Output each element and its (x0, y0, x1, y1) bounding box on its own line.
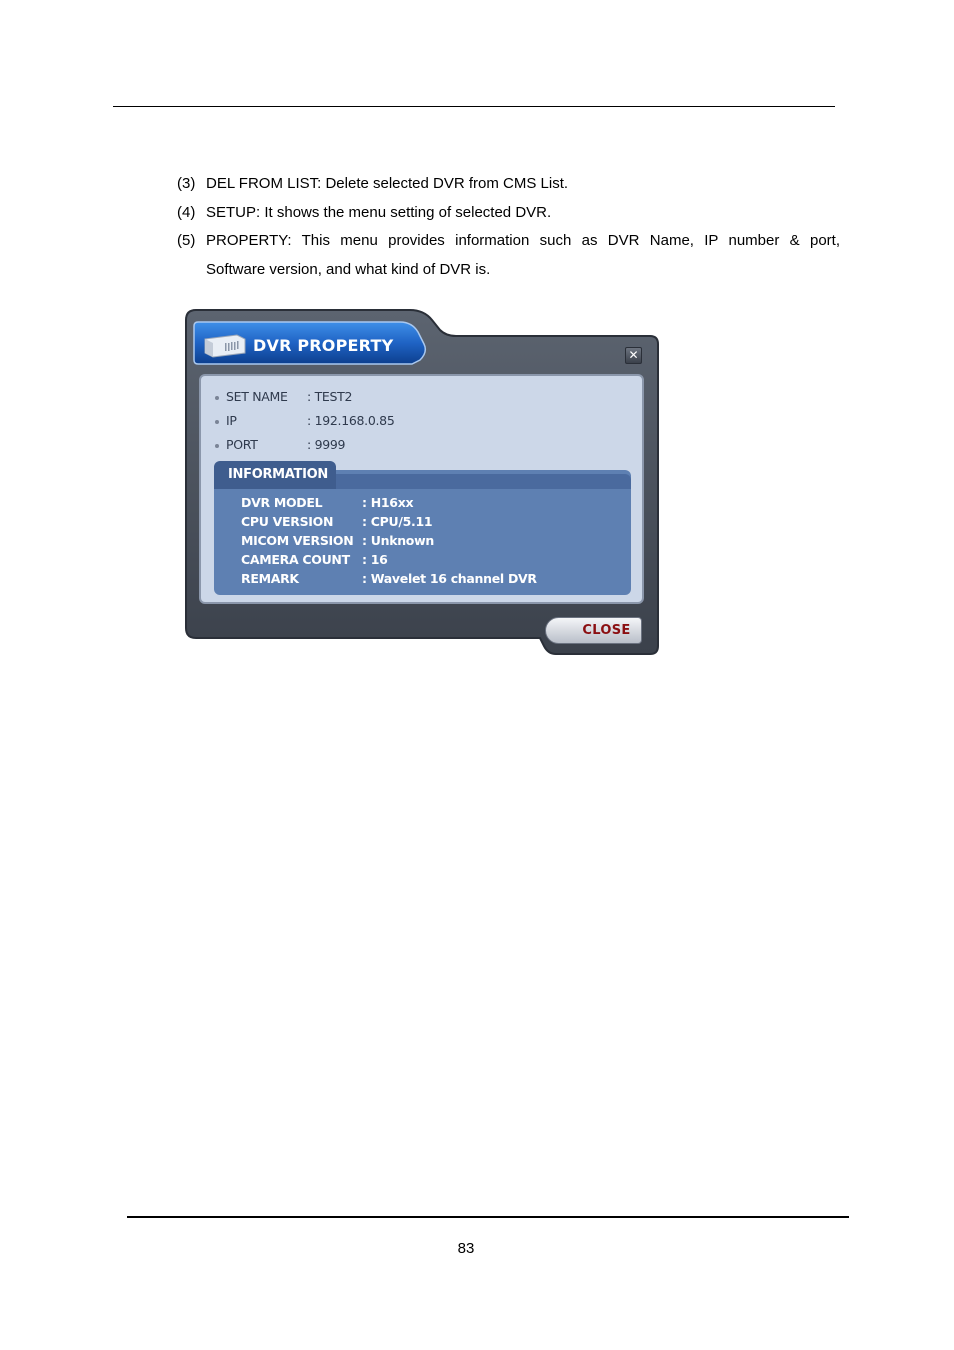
close-button[interactable]: CLOSE (545, 617, 642, 644)
property-value: : 192.168.0.85 (307, 413, 395, 428)
item-list (177, 170, 840, 284)
info-label: REMARK (241, 571, 299, 586)
info-label: DVR MODEL (241, 495, 323, 510)
info-row (241, 533, 434, 548)
info-value: : CPU/5.11 (362, 514, 433, 529)
item-number: (5) (177, 232, 196, 249)
list-item (177, 199, 840, 228)
footer-rule (127, 1216, 849, 1218)
info-label: CAMERA COUNT (241, 552, 350, 567)
list-item (177, 227, 840, 256)
property-row (215, 389, 352, 404)
info-row (241, 552, 388, 567)
header-rule (113, 106, 835, 107)
info-value: : H16xx (362, 495, 414, 510)
bullet-icon (215, 396, 219, 400)
property-value: : TEST2 (307, 389, 353, 404)
item-number: (4) (177, 203, 196, 221)
item-continuation: Software version, and what kind of DVR is. (206, 260, 491, 278)
bullet-icon (215, 444, 219, 448)
dvr-device-icon (203, 333, 247, 359)
info-label: MICOM VERSION (241, 533, 354, 548)
property-row (215, 437, 345, 452)
list-item (177, 170, 840, 199)
info-row (241, 514, 432, 529)
info-value: : 16 (362, 552, 388, 567)
property-label: SET NAME (226, 389, 288, 404)
dialog-title: DVR PROPERTY (253, 336, 394, 355)
page-number: 83 (457, 1240, 475, 1257)
item-text: DEL FROM LIST: Delete selected DVR from CMS List. (206, 175, 569, 192)
info-value: : Wavelet 16 channel DVR (362, 571, 537, 586)
info-row (241, 571, 537, 586)
info-row (241, 495, 413, 510)
item-text: PROPERTY: This menu provides information such as DVR Name, IP number & port, (206, 232, 840, 249)
property-value: : 9999 (307, 437, 346, 452)
bullet-icon (215, 420, 219, 424)
property-label: IP (226, 413, 237, 428)
property-label: PORT (226, 437, 258, 452)
property-row (215, 413, 394, 428)
info-label: CPU VERSION (241, 514, 334, 529)
information-title: INFORMATION (228, 467, 328, 482)
item-text: SETUP: It shows the menu setting of selected DVR. (206, 203, 552, 221)
info-value: : Unknown (362, 533, 434, 548)
close-icon[interactable]: ✕ (625, 347, 642, 364)
item-number: (3) (177, 175, 196, 192)
